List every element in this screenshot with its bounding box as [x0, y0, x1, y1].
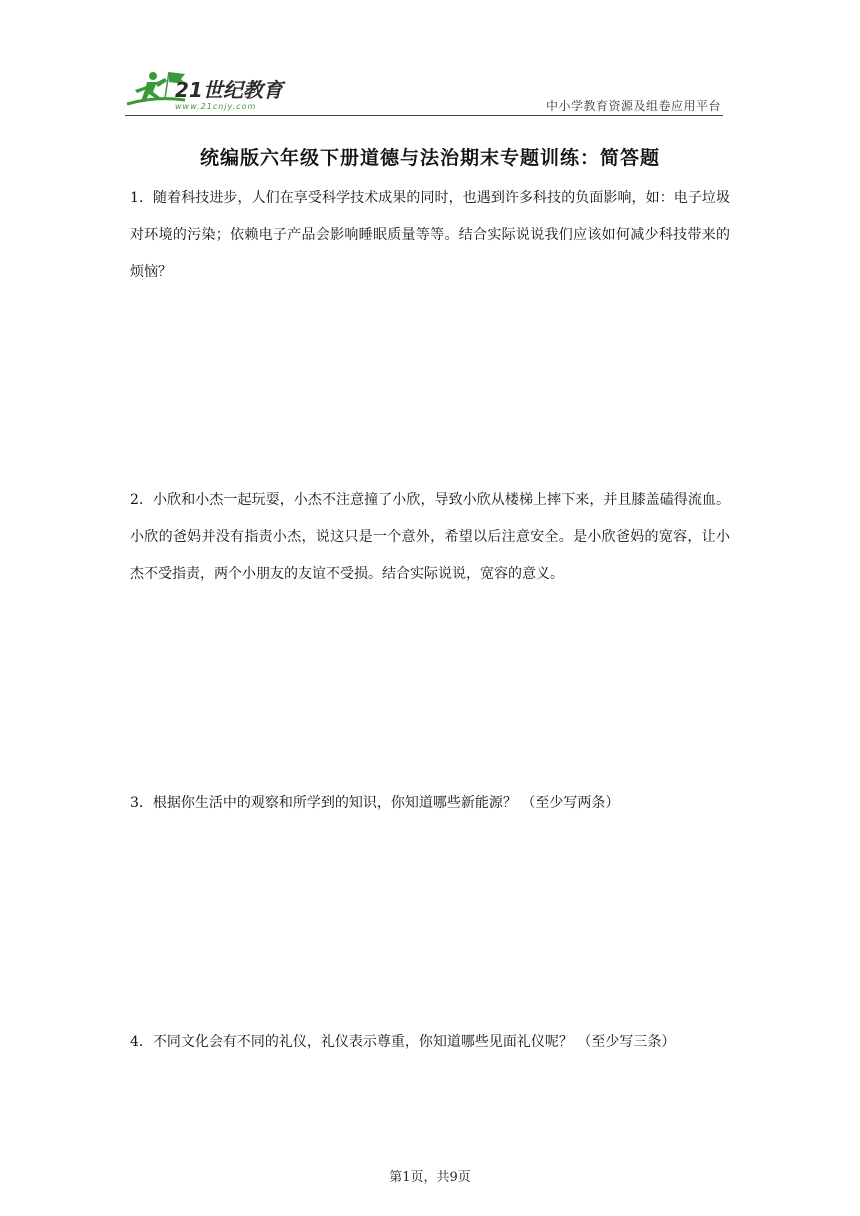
page-number: 第1页，共9页 [389, 1170, 471, 1185]
platform-tagline: 中小学教育资源及组卷应用平台 [545, 99, 721, 113]
logo [125, 68, 305, 112]
question-3: 3．根据你生活中的观察和所学到的知识，你知道哪些新能源？ （至少写两条） [130, 795, 620, 811]
header-divider [125, 115, 723, 116]
runner-logo-icon [125, 68, 305, 112]
logo-url-text: www.21cnjy.com [175, 102, 257, 111]
question-1: 1．随着科技进步，人们在享受科学技术成果的同时，也遇到许多科技的负面影响，如：电子垃圾对环境的污染；依赖电子产品会影响睡眠质量等等。结合实际说说我们应该如何减少科技带来的烦恼？ [130, 190, 730, 280]
question-4: 4．不同文化会有不同的礼仪，礼仪表示尊重，你知道哪些见面礼仪呢？ （至少写三条） [130, 1034, 676, 1050]
document-title: 统编版六年级下册道德与法治期末专题训练：简答题 [199, 147, 660, 169]
question-2: 2．小欣和小杰一起玩耍，小杰不注意撞了小欣，导致小欣从楼梯上摔下来，并且膝盖磕得流血。小欣的爸妈并没有指责小杰，说这只是一个意外，希望以后注意安全。是小欣爸妈的宽容，让小杰不受指责，两个小朋友的友谊不受损。结合实际说说，宽容的意义。 [130, 492, 730, 582]
logo-brand-text: 21世纪教育 [175, 78, 283, 102]
page-header [125, 60, 723, 116]
